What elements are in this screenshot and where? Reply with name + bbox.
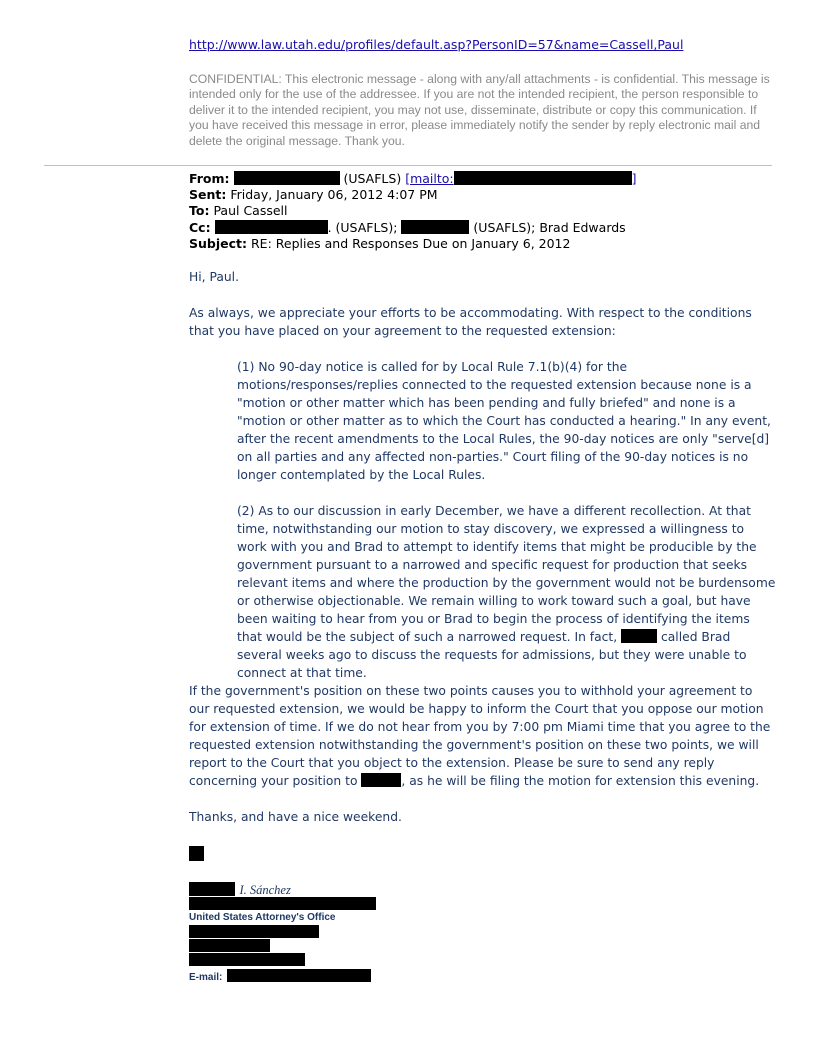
profile-link[interactable]: http://www.law.utah.edu/profiles/default.asp?PersonID=57&name=Cassell,Paul [189, 37, 684, 52]
mailto-link[interactable]: [mailto: ] [405, 171, 637, 186]
to-label: To: [189, 203, 210, 219]
redacted-block [234, 171, 340, 185]
body-paragraph-1: As always, we appreciate your efforts to be accommodating. With respect to the conditions that you have placed on your agreement to the requested extension: [189, 306, 752, 338]
to-value: Paul Cassell [213, 203, 288, 219]
p2-text-a: If the government's position on these two points causes you to withhold your agreement to our requested extension, we would be happy to inform the Court that you oppose our motion for extension of time. If we do not hear from you by 7:00 pm Miami time that you agree to the requested extension notwithstanding the government's position on these two points, we will report to the Court that you object to the extension. Please be sure to send any reply concerning your position to [189, 684, 771, 788]
redacted-address-2 [189, 939, 270, 952]
redacted-email [227, 969, 371, 982]
numbered-item-1: (1) No 90-day notice is called for by Local Rule 7.1(b)(4) for the motions/responses/replies connected to the requested extension because none is a "motion or other matter which has been pending and fully briefed" and none is a "motion or other matter as to which the Court has conducted a hearing." In any event, after the recent amendments to the Local Rules, the 90-day notices are only "serve[d] on all parties and any affected non-parties." Court filing of the 90-day notices is no longer contemplated by the Local Rules. [237, 360, 771, 482]
item2-text-b: called Brad several weeks ago to discuss the requests for admissions, but they were unable to connect at that time. [237, 630, 747, 680]
redacted-block [215, 220, 328, 234]
sent-label: Sent: [189, 187, 227, 203]
sent-line [189, 187, 789, 203]
redacted-address-1 [189, 925, 319, 938]
greeting: Hi, Paul. [189, 270, 239, 284]
p2-text-b: , as he will be filing the motion for extension this evening. [401, 774, 760, 788]
signature-email-line [189, 967, 371, 985]
redacted-block [454, 171, 632, 185]
email-label: E-mail: [189, 972, 223, 983]
subject-line [189, 236, 789, 252]
signature-office: United States Attorney's Office [189, 912, 336, 923]
item2-text-a: (2) As to our discussion in early December, we have a different recollection. At that time, notwithstanding our motion to stay discovery, we expressed a willingness to work with you and Brad to attempt to identify items that might be producible by the government pursuant to a narrowed and specific request for production that seeks relevant items and where the production by the government would not be burdensome or otherwise objectionable. We remain willing to work toward such a goal, but have been waiting to hear from you or Brad to begin the process of identifying the items that would be the subject of such a narrowed request. In fact, [237, 504, 776, 644]
redacted-title [189, 897, 376, 910]
confidentiality-notice: CONFIDENTIAL: This electronic message - along with any/all attachments - is confidential. This message is intended only for the use of the addressee. If you are not the intended recipient, the person responsible to deliver it to the intended recipient, you may not use, disseminate, distribute or copy this communication. If you have received this message in error, please immediately notify the sender by reply electronic mail and delete the original message. Thank you. [189, 72, 770, 148]
redacted-block [401, 220, 469, 234]
closing-line: Thanks, and have a nice weekend. [189, 810, 402, 824]
from-suffix: (USAFLS) [343, 171, 402, 186]
cc-label: Cc: [189, 219, 211, 235]
from-label: From: [189, 171, 230, 186]
redacted-block [189, 882, 235, 896]
redacted-block [361, 773, 401, 787]
redacted-initial [189, 846, 204, 861]
body-paragraph-2 [189, 682, 774, 790]
email-header [189, 171, 789, 252]
to-line [189, 203, 789, 219]
cc-part1: . (USAFLS); [327, 219, 398, 235]
redacted-block [621, 629, 657, 643]
numbered-item-2 [237, 502, 777, 682]
signature-name: I. Sánchez [239, 883, 291, 897]
cc-part2: (USAFLS); Brad Edwards [473, 219, 626, 235]
subject-value: RE: Replies and Responses Due on January 6, 2012 [250, 235, 571, 251]
sent-value: Friday, January 06, 2012 4:07 PM [230, 187, 438, 203]
cc-line [189, 220, 789, 236]
email-divider [44, 165, 772, 166]
redacted-phone [189, 953, 305, 966]
from-line [189, 171, 789, 187]
subject-label: Subject: [189, 235, 247, 251]
